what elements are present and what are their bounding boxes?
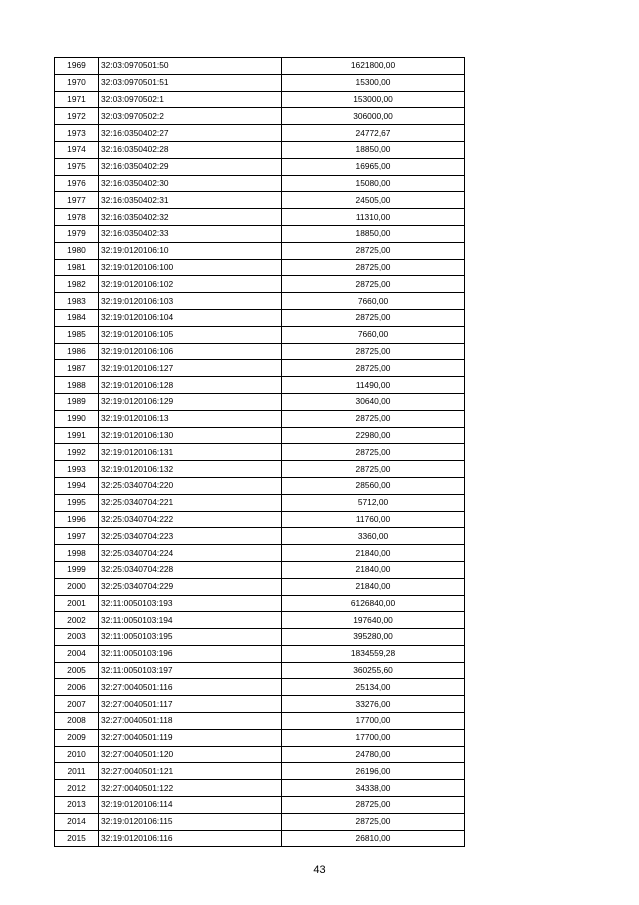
row-number-cell: 2002 xyxy=(55,612,99,629)
value-cell: 28725,00 xyxy=(282,360,465,377)
value-cell: 306000,00 xyxy=(282,108,465,125)
row-number-cell: 2012 xyxy=(55,780,99,797)
value-cell: 11760,00 xyxy=(282,511,465,528)
row-number-cell: 2008 xyxy=(55,713,99,730)
cadastral-number-cell: 32:16:0350402:28 xyxy=(99,141,282,158)
table-row xyxy=(55,175,465,192)
value-cell: 30640,00 xyxy=(282,393,465,410)
table-row xyxy=(55,830,465,847)
table-row xyxy=(55,662,465,679)
cadastral-number-cell: 32:19:0120106:132 xyxy=(99,461,282,478)
row-number-cell: 2004 xyxy=(55,645,99,662)
row-number-cell: 1973 xyxy=(55,125,99,142)
table-row xyxy=(55,511,465,528)
value-cell: 17700,00 xyxy=(282,713,465,730)
cadastral-number-cell: 32:03:0970501:51 xyxy=(99,74,282,91)
cadastral-number-cell: 32:19:0120106:115 xyxy=(99,813,282,830)
table-row xyxy=(55,309,465,326)
value-cell: 1621800,00 xyxy=(282,58,465,75)
cadastral-number-cell: 32:16:0350402:33 xyxy=(99,225,282,242)
value-cell: 6126840,00 xyxy=(282,595,465,612)
cadastral-number-cell: 32:25:0340704:224 xyxy=(99,545,282,562)
value-cell: 28725,00 xyxy=(282,410,465,427)
row-number-cell: 1999 xyxy=(55,561,99,578)
value-cell: 28725,00 xyxy=(282,259,465,276)
value-cell: 28725,00 xyxy=(282,343,465,360)
value-cell: 28725,00 xyxy=(282,444,465,461)
row-number-cell: 1969 xyxy=(55,58,99,75)
table-row xyxy=(55,427,465,444)
table-row xyxy=(55,561,465,578)
table-row xyxy=(55,58,465,75)
value-cell: 24780,00 xyxy=(282,746,465,763)
row-number-cell: 1989 xyxy=(55,393,99,410)
cadastral-number-cell: 32:16:0350402:27 xyxy=(99,125,282,142)
table-body xyxy=(55,58,465,847)
value-cell: 28725,00 xyxy=(282,276,465,293)
row-number-cell: 1988 xyxy=(55,377,99,394)
table-row xyxy=(55,629,465,646)
value-cell: 28725,00 xyxy=(282,461,465,478)
cadastral-number-cell: 32:19:0120106:129 xyxy=(99,393,282,410)
table-row xyxy=(55,595,465,612)
value-cell: 11310,00 xyxy=(282,209,465,226)
cadastral-number-cell: 32:19:0120106:103 xyxy=(99,293,282,310)
row-number-cell: 1996 xyxy=(55,511,99,528)
cadastral-number-cell: 32:16:0350402:31 xyxy=(99,192,282,209)
cadastral-number-cell: 32:19:0120106:100 xyxy=(99,259,282,276)
cadastral-number-cell: 32:25:0340704:228 xyxy=(99,561,282,578)
row-number-cell: 1997 xyxy=(55,528,99,545)
value-cell: 24772,67 xyxy=(282,125,465,142)
value-cell: 7660,00 xyxy=(282,293,465,310)
table-row xyxy=(55,612,465,629)
table-row xyxy=(55,192,465,209)
table-row xyxy=(55,780,465,797)
cadastral-number-cell: 32:16:0350402:29 xyxy=(99,158,282,175)
row-number-cell: 1983 xyxy=(55,293,99,310)
table-row xyxy=(55,242,465,259)
row-number-cell: 1974 xyxy=(55,141,99,158)
cadastral-number-cell: 32:11:0050103:194 xyxy=(99,612,282,629)
table-row xyxy=(55,746,465,763)
cadastral-number-cell: 32:16:0350402:30 xyxy=(99,175,282,192)
row-number-cell: 1980 xyxy=(55,242,99,259)
value-cell: 21840,00 xyxy=(282,561,465,578)
table-row xyxy=(55,326,465,343)
value-cell: 28725,00 xyxy=(282,813,465,830)
row-number-cell: 1987 xyxy=(55,360,99,377)
row-number-cell: 1993 xyxy=(55,461,99,478)
row-number-cell: 1977 xyxy=(55,192,99,209)
value-cell: 28725,00 xyxy=(282,797,465,814)
row-number-cell: 1972 xyxy=(55,108,99,125)
value-cell: 360255,60 xyxy=(282,662,465,679)
table-row xyxy=(55,477,465,494)
row-number-cell: 1986 xyxy=(55,343,99,360)
value-cell: 26196,00 xyxy=(282,763,465,780)
value-cell: 15300,00 xyxy=(282,74,465,91)
cadastral-value-table xyxy=(54,57,465,847)
row-number-cell: 2009 xyxy=(55,729,99,746)
value-cell: 24505,00 xyxy=(282,192,465,209)
row-number-cell: 1985 xyxy=(55,326,99,343)
cadastral-number-cell: 32:11:0050103:193 xyxy=(99,595,282,612)
table-row xyxy=(55,410,465,427)
value-cell: 28560,00 xyxy=(282,477,465,494)
cadastral-number-cell: 32:19:0120106:114 xyxy=(99,797,282,814)
cadastral-number-cell: 32:03:0970502:2 xyxy=(99,108,282,125)
cadastral-number-cell: 32:25:0340704:229 xyxy=(99,578,282,595)
table-row xyxy=(55,797,465,814)
cadastral-number-cell: 32:19:0120106:128 xyxy=(99,377,282,394)
table-row xyxy=(55,225,465,242)
row-number-cell: 2005 xyxy=(55,662,99,679)
value-cell: 197640,00 xyxy=(282,612,465,629)
row-number-cell: 2015 xyxy=(55,830,99,847)
cadastral-number-cell: 32:11:0050103:196 xyxy=(99,645,282,662)
cadastral-number-cell: 32:19:0120106:104 xyxy=(99,309,282,326)
cadastral-number-cell: 32:19:0120106:127 xyxy=(99,360,282,377)
cadastral-number-cell: 32:27:0040501:118 xyxy=(99,713,282,730)
table-row xyxy=(55,74,465,91)
row-number-cell: 1991 xyxy=(55,427,99,444)
cadastral-number-cell: 32:25:0340704:220 xyxy=(99,477,282,494)
table-row xyxy=(55,209,465,226)
table-row xyxy=(55,813,465,830)
cadastral-number-cell: 32:27:0040501:116 xyxy=(99,679,282,696)
value-cell: 18850,00 xyxy=(282,141,465,158)
table-row xyxy=(55,494,465,511)
value-cell: 28725,00 xyxy=(282,309,465,326)
cadastral-number-cell: 32:19:0120106:131 xyxy=(99,444,282,461)
table-row xyxy=(55,763,465,780)
value-cell: 395280,00 xyxy=(282,629,465,646)
cadastral-number-cell: 32:27:0040501:117 xyxy=(99,696,282,713)
table-row xyxy=(55,343,465,360)
value-cell: 33276,00 xyxy=(282,696,465,713)
row-number-cell: 1971 xyxy=(55,91,99,108)
row-number-cell: 1979 xyxy=(55,225,99,242)
value-cell: 11490,00 xyxy=(282,377,465,394)
table-row xyxy=(55,360,465,377)
value-cell: 22980,00 xyxy=(282,427,465,444)
cadastral-number-cell: 32:19:0120106:105 xyxy=(99,326,282,343)
value-cell: 25134,00 xyxy=(282,679,465,696)
cadastral-number-cell: 32:27:0040501:122 xyxy=(99,780,282,797)
value-cell: 34338,00 xyxy=(282,780,465,797)
value-cell: 153000,00 xyxy=(282,91,465,108)
row-number-cell: 2007 xyxy=(55,696,99,713)
value-cell: 15080,00 xyxy=(282,175,465,192)
cadastral-number-cell: 32:25:0340704:221 xyxy=(99,494,282,511)
table-row xyxy=(55,528,465,545)
row-number-cell: 1978 xyxy=(55,209,99,226)
row-number-cell: 2011 xyxy=(55,763,99,780)
value-cell: 28725,00 xyxy=(282,242,465,259)
cadastral-number-cell: 32:25:0340704:222 xyxy=(99,511,282,528)
row-number-cell: 2003 xyxy=(55,629,99,646)
table-row xyxy=(55,444,465,461)
row-number-cell: 1994 xyxy=(55,477,99,494)
value-cell: 18850,00 xyxy=(282,225,465,242)
table-row xyxy=(55,158,465,175)
table-row xyxy=(55,259,465,276)
row-number-cell: 1998 xyxy=(55,545,99,562)
value-cell: 3360,00 xyxy=(282,528,465,545)
row-number-cell: 1990 xyxy=(55,410,99,427)
row-number-cell: 1970 xyxy=(55,74,99,91)
table-row xyxy=(55,141,465,158)
table-row xyxy=(55,461,465,478)
table-row xyxy=(55,729,465,746)
cadastral-number-cell: 32:11:0050103:197 xyxy=(99,662,282,679)
value-cell: 26810,00 xyxy=(282,830,465,847)
cadastral-number-cell: 32:27:0040501:121 xyxy=(99,763,282,780)
row-number-cell: 2000 xyxy=(55,578,99,595)
row-number-cell: 1981 xyxy=(55,259,99,276)
table-row xyxy=(55,377,465,394)
cadastral-number-cell: 32:11:0050103:195 xyxy=(99,629,282,646)
table-row xyxy=(55,578,465,595)
row-number-cell: 1976 xyxy=(55,175,99,192)
row-number-cell: 1975 xyxy=(55,158,99,175)
value-cell: 7660,00 xyxy=(282,326,465,343)
value-cell: 16965,00 xyxy=(282,158,465,175)
row-number-cell: 2010 xyxy=(55,746,99,763)
cadastral-number-cell: 32:19:0120106:102 xyxy=(99,276,282,293)
row-number-cell: 1992 xyxy=(55,444,99,461)
table-row xyxy=(55,679,465,696)
table-row xyxy=(55,276,465,293)
row-number-cell: 2013 xyxy=(55,797,99,814)
cadastral-number-cell: 32:03:0970502:1 xyxy=(99,91,282,108)
table-row xyxy=(55,293,465,310)
value-cell: 5712,00 xyxy=(282,494,465,511)
cadastral-number-cell: 32:27:0040501:119 xyxy=(99,729,282,746)
row-number-cell: 2001 xyxy=(55,595,99,612)
value-cell: 21840,00 xyxy=(282,578,465,595)
table-row xyxy=(55,125,465,142)
table-row xyxy=(55,645,465,662)
table-row xyxy=(55,393,465,410)
table-row xyxy=(55,91,465,108)
row-number-cell: 1995 xyxy=(55,494,99,511)
cadastral-number-cell: 32:19:0120106:130 xyxy=(99,427,282,444)
cadastral-number-cell: 32:19:0120106:106 xyxy=(99,343,282,360)
table-row xyxy=(55,545,465,562)
row-number-cell: 2014 xyxy=(55,813,99,830)
cadastral-number-cell: 32:25:0340704:223 xyxy=(99,528,282,545)
table-row xyxy=(55,108,465,125)
cadastral-number-cell: 32:19:0120106:13 xyxy=(99,410,282,427)
value-cell: 1834559,28 xyxy=(282,645,465,662)
cadastral-number-cell: 32:19:0120106:116 xyxy=(99,830,282,847)
table-row xyxy=(55,696,465,713)
page-number: 43 xyxy=(313,864,326,876)
row-number-cell: 1984 xyxy=(55,309,99,326)
cadastral-number-cell: 32:03:0970501:50 xyxy=(99,58,282,75)
value-cell: 21840,00 xyxy=(282,545,465,562)
cadastral-number-cell: 32:16:0350402:32 xyxy=(99,209,282,226)
row-number-cell: 1982 xyxy=(55,276,99,293)
value-cell: 17700,00 xyxy=(282,729,465,746)
cadastral-number-cell: 32:27:0040501:120 xyxy=(99,746,282,763)
row-number-cell: 2006 xyxy=(55,679,99,696)
cadastral-number-cell: 32:19:0120106:10 xyxy=(99,242,282,259)
table-row xyxy=(55,713,465,730)
